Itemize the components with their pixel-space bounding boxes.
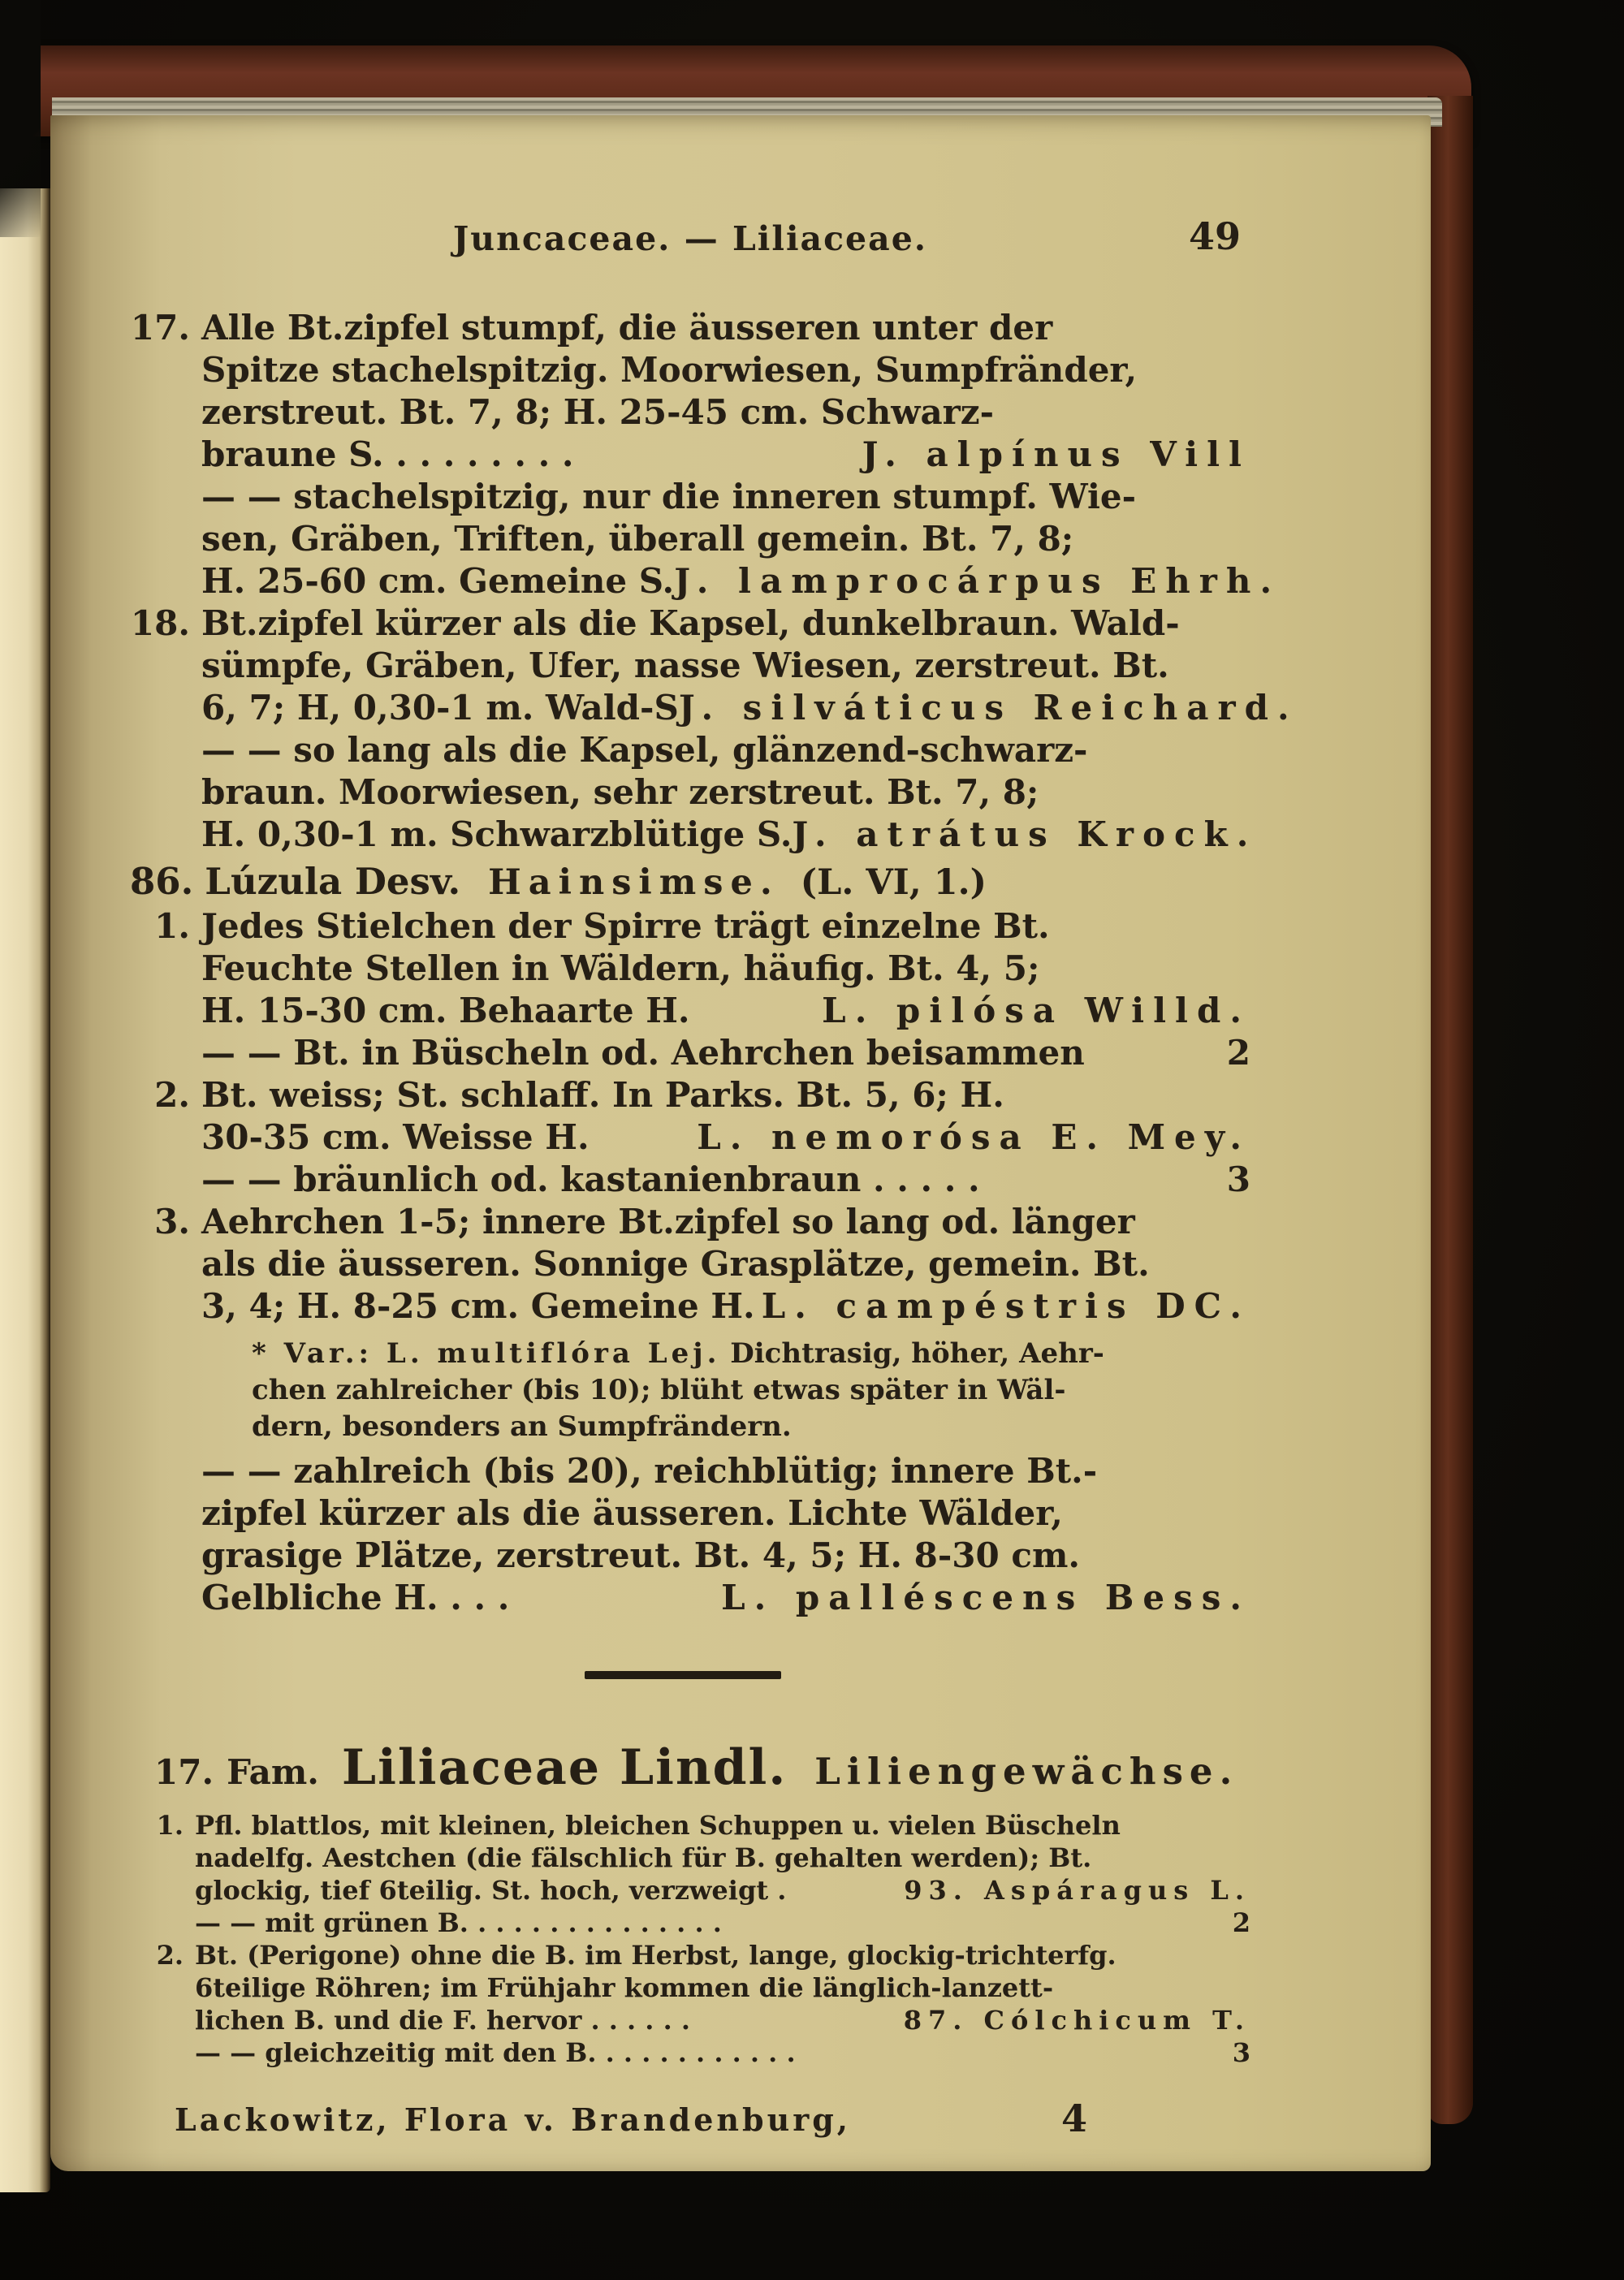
entry-lines [201, 1201, 1250, 1328]
key-line: Feuchte Stellen in Wäldern, häufig. Bt. 4, 5; [201, 948, 1040, 988]
entry-lines [195, 1809, 1250, 1906]
species-name: L. campéstris DC. [761, 1286, 1250, 1326]
key-line: grasige Plätze, zerstreut. Bt. 4, 5; H. 8-30 cm. [201, 1535, 1081, 1575]
key-entry-18 [130, 602, 1298, 729]
variety-text: chen zahlreicher (bis 10); blüht etwas später in Wäl- [252, 1374, 1066, 1406]
species-name: 93. Aspáragus L. [904, 1875, 1250, 1906]
page-edges-left [0, 188, 50, 2192]
entry-lines [201, 1032, 1250, 1074]
entry-lines [195, 2036, 1250, 2069]
key-entry-17-alt [130, 476, 1281, 602]
key-line-text: glockig, tief 6teilig. St. hoch, verzweigt . [195, 1875, 787, 1906]
key-line: Jedes Stielchen der Spirre trägt einzelne Bt. [201, 906, 1050, 946]
key-line: Aehrchen 1-5; innere Bt.zipfel so lang od. länger [201, 1202, 1135, 1241]
species-name: J. alpínus Vill [862, 434, 1250, 474]
key-line: zerstreut. Bt. 7, 8; H. 25-45 cm. Schwarz- [201, 392, 995, 432]
juncus-key [130, 307, 1298, 856]
cross-reference-number: 2 [1226, 1033, 1250, 1073]
key-line-text: H. 25-60 cm. Gemeine S. [201, 561, 675, 601]
species-name: 87. Cólchicum T. [903, 2005, 1250, 2036]
key-entry-2-alt [130, 1159, 1250, 1201]
genus-number: 86. [130, 860, 194, 903]
key-line-text: braune S. . . . . . . . . [201, 434, 574, 474]
entry-number: 2. [156, 1940, 184, 1971]
species-name: L. pilósa Willd. [822, 991, 1250, 1030]
entry-lines [201, 307, 1250, 476]
key-entry-2 [130, 1074, 1250, 1159]
key-line [201, 990, 1250, 1032]
key-line [201, 1577, 1250, 1619]
running-head [130, 214, 1250, 258]
signature-number: 4 [1061, 2096, 1088, 2140]
key-line [201, 560, 1281, 602]
entry-number [130, 1450, 201, 1619]
species-name: L. palléscens Bess. [721, 1578, 1250, 1617]
key-line: Spitze stachelspitzig. Moorwiesen, Sumpfränder, [201, 350, 1138, 390]
signature-text: Lackowitz, Flora v. Brandenburg, [175, 2101, 852, 2138]
entry-lines [195, 1939, 1250, 2036]
entry-lines [201, 905, 1250, 1032]
key-entry-3 [130, 1201, 1250, 1328]
key-line: — — so lang als die Kapsel, glänzend-schwarz- [201, 730, 1088, 770]
key-entry-2 [130, 1939, 1250, 2036]
liliaceae-key [130, 1809, 1250, 2069]
entry-number: 17. [130, 308, 190, 348]
key-line-text: H. 15-30 cm. Behaarte H. [201, 991, 690, 1030]
book-page [50, 115, 1431, 2171]
key-line: sümpfe, Gräben, Ufer, nasse Wiesen, zerstreut. Bt. [201, 646, 1169, 685]
entry-number: 18. [130, 603, 190, 643]
running-head-title: Juncaceae. — Liliaceae. [452, 219, 928, 258]
entry-number: 3. [154, 1202, 190, 1241]
key-line-text: — — gleichzeitig mit den B. . . . . . . . . . . . [195, 2037, 796, 2068]
key-line-text: Gelbliche H. . . . [201, 1578, 510, 1617]
key-line: Bt.zipfel kürzer als die Kapsel, dunkelbraun. Wald- [201, 603, 1180, 643]
key-entry-17 [130, 307, 1250, 476]
key-entry-2-alt [130, 2036, 1250, 2069]
family-heading-liliaceae [154, 1739, 1250, 1796]
corner-shadow [0, 0, 41, 237]
entry-number [130, 1159, 201, 1201]
entry-number: 2. [154, 1075, 190, 1115]
key-line [201, 434, 1250, 476]
variety-name: * Var.: L. multiflóra Lej. [252, 1337, 721, 1370]
genus-heading-luzula [130, 859, 1250, 905]
family-common-name: Liliengewächse. [814, 1750, 1239, 1793]
key-line [201, 1285, 1250, 1328]
entry-lines [201, 1450, 1250, 1619]
key-line [201, 1116, 1250, 1159]
genus-name: Lúzula Desv. [205, 860, 461, 903]
entry-lines [201, 602, 1298, 729]
entry-number [130, 476, 201, 602]
key-line [201, 687, 1298, 729]
entry-number [130, 729, 201, 856]
key-entry-1 [130, 1809, 1250, 1906]
key-line-text: 3, 4; H. 8-25 cm. Gemeine H. [201, 1286, 755, 1326]
cross-reference-number: 3 [1232, 2037, 1250, 2068]
key-line: zipfel kürzer als die äusseren. Lichte Wälder, [201, 1493, 1063, 1533]
entry-lines [201, 476, 1281, 602]
section-divider [585, 1671, 781, 1679]
key-entry-18-alt [130, 729, 1258, 856]
key-line-text: H. 0,30-1 m. Schwarzblütige S. [201, 814, 793, 854]
key-line-text: lichen B. und die F. hervor . . . . . . [195, 2005, 690, 2036]
book-cover-right-edge [1427, 96, 1473, 2124]
genus-reference: (L. VI, 1.) [800, 862, 987, 903]
entry-number [130, 1906, 195, 1939]
key-line-text: 30-35 cm. Weisse H. [201, 1117, 590, 1157]
family-number: 17. [154, 1752, 214, 1792]
key-line [195, 1874, 1250, 1906]
cross-reference-number: 2 [1232, 1907, 1250, 1938]
key-line-text: — — bräunlich od. kastanienbraun . . . . . [201, 1159, 980, 1199]
key-entry-3-alt [130, 1450, 1250, 1619]
key-entry-1 [130, 905, 1250, 1032]
entry-number [130, 2036, 195, 2069]
signature-line [175, 2096, 1250, 2140]
entry-number: 1. [156, 1810, 184, 1841]
key-entry-1-alt [130, 1906, 1250, 1939]
entry-lines [195, 1906, 1250, 1939]
key-line [201, 1032, 1250, 1074]
family-name: Liliaceae Lindl. [341, 1739, 788, 1796]
entry-number: 1. [154, 906, 190, 946]
key-line: Bt. weiss; St. schlaff. In Parks. Bt. 5, 6; H. [201, 1075, 1004, 1115]
species-name: J. lamprocárpus Ehrh. [674, 561, 1281, 601]
key-line [195, 2036, 1250, 2069]
cross-reference-number: 3 [1226, 1159, 1250, 1199]
entry-lines [201, 1159, 1250, 1201]
key-line: 6teilige Röhren; im Frühjahr kommen die länglich-lanzett- [195, 1972, 1054, 2003]
key-line-text: 6, 7; H, 0,30-1 m. Wald-S [201, 688, 679, 728]
key-line: Pfl. blattlos, mit kleinen, bleichen Schuppen u. vielen Büscheln [195, 1810, 1121, 1841]
genus-common-name: Hainsimse. [488, 862, 780, 903]
key-line-text: — — mit grünen B. . . . . . . . . . . . . . . [195, 1907, 722, 1938]
key-line: — — stachelspitzig, nur die inneren stumpf. Wie- [201, 477, 1137, 516]
variety-text: dern, besonders an Sumpfrändern. [252, 1410, 792, 1443]
variety-note [252, 1336, 1194, 1445]
page-number: 49 [1188, 214, 1241, 258]
entry-lines [201, 729, 1258, 856]
key-line [195, 1906, 1250, 1939]
key-line [201, 814, 1258, 856]
entry-number [130, 1032, 201, 1074]
key-line: Bt. (Perigone) ohne die B. im Herbst, lange, glockig-trichterfg. [195, 1940, 1116, 1971]
species-name: J. atrátus Krock. [792, 814, 1258, 854]
species-name: L. nemorósa E. Mey. [697, 1117, 1250, 1157]
family-label: Fam. [227, 1752, 319, 1792]
key-line: nadelfg. Aestchen (die fälschlich für B. gehalten werden); Bt. [195, 1842, 1092, 1873]
key-line-text: — — Bt. in Büscheln od. Aehrchen beisammen [201, 1033, 1085, 1073]
entry-lines [201, 1074, 1250, 1159]
species-name: J. silváticus Reichard. [678, 688, 1298, 728]
key-line: sen, Gräben, Triften, überall gemein. Bt. 7, 8; [201, 519, 1074, 559]
variety-text: Dichtrasig, höher, Aehr- [730, 1337, 1104, 1370]
key-line: — — zahlreich (bis 20), reichblütig; innere Bt.- [201, 1451, 1098, 1491]
key-line [201, 1159, 1250, 1201]
key-entry-1-alt [130, 1032, 1250, 1074]
key-line [195, 2004, 1250, 2036]
key-line: als die äusseren. Sonnige Grasplätze, gemein. Bt. [201, 1244, 1150, 1284]
key-line: braun. Moorwiesen, sehr zerstreut. Bt. 7, 8; [201, 772, 1039, 812]
luzula-key [130, 905, 1250, 1619]
key-line: Alle Bt.zipfel stumpf, die äusseren unter der [201, 308, 1053, 348]
page-content [50, 115, 1431, 2138]
